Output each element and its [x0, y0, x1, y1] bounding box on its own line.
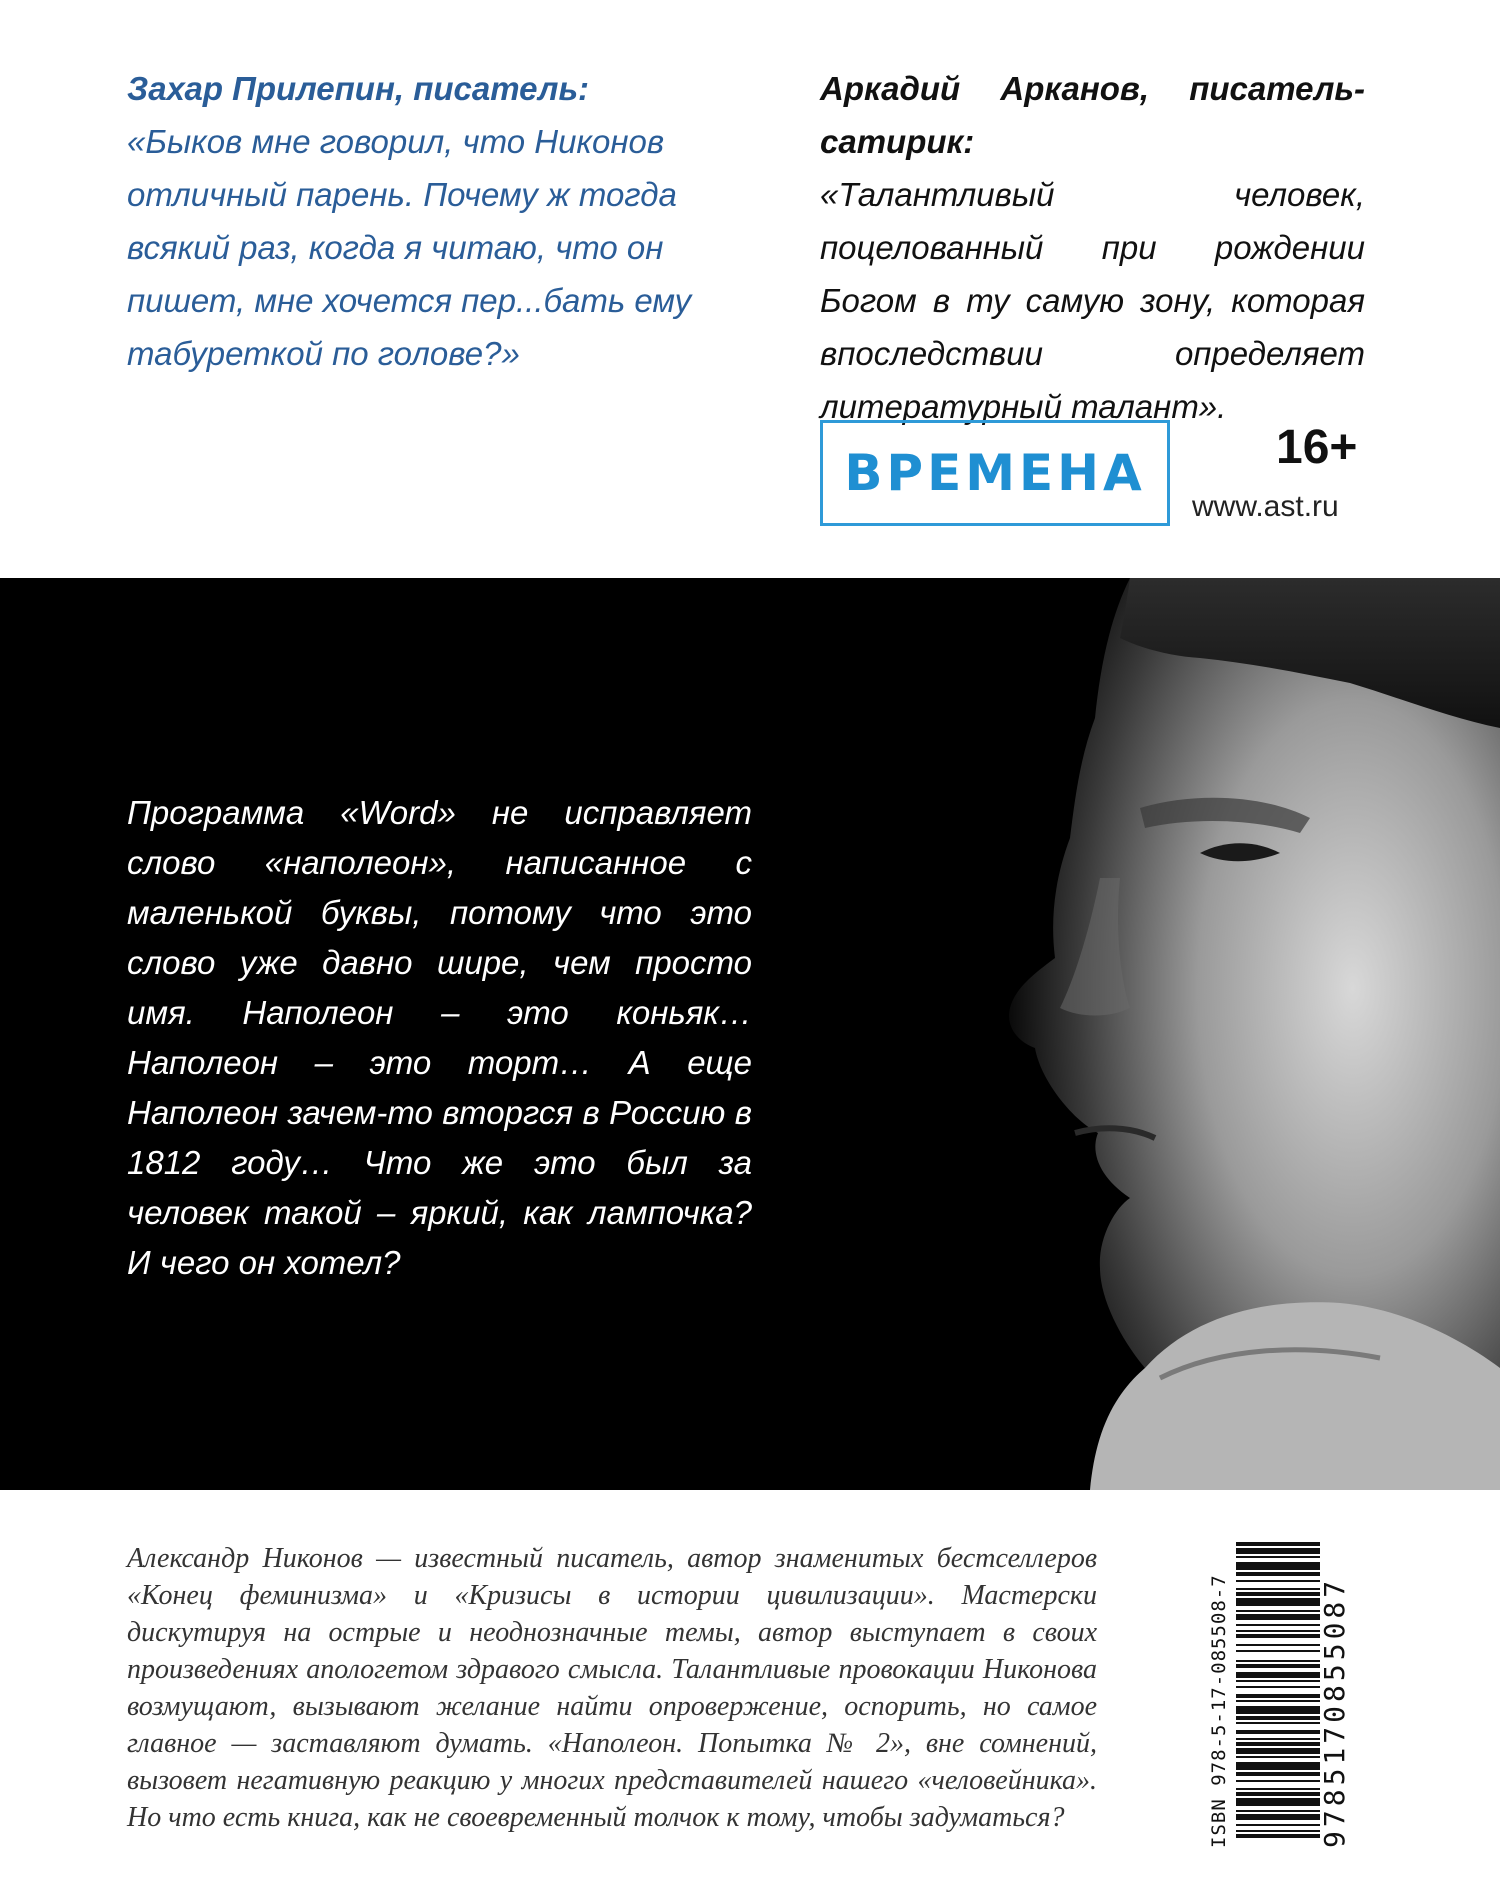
blurb-text: Программа «Word» не исправляет слово «наполеон», написанное с маленькой буквы, потому что это слово уже давно шире, чем просто имя. Наполеон – это коньяк… Наполеон – это торт… А еще Наполеон зачем-то вторгся в Россию в 1812 году… Что же это был за человек такой – яркий, как лампочка? И чего он хотел? [127, 794, 752, 1281]
quote-right [820, 62, 1365, 433]
barcode-stripe [1236, 1742, 1320, 1746]
barcode-stripe [1236, 1624, 1320, 1626]
barcode-bars [1236, 1538, 1320, 1848]
barcode-stripe [1236, 1772, 1320, 1776]
barcode-stripe [1236, 1722, 1320, 1724]
barcode-stripe [1236, 1548, 1320, 1554]
barcode-stripe [1236, 1588, 1320, 1590]
about-author-text: Александр Никонов — известный писатель, автор знаменитых бестселлеров «Конец феминизма» и «Кризисы в истории цивилизации». Мастерски дискутируя на острые и неоднозначные темы, автор выступает в своих произведениях апологетом здравого смысла. Талантливые провокации Никонова возмущают, вызывают желание найти опровержение, оспорить, но самое главное — заставляют думать. «Наполеон. Попытка № 2», вне сомнений, вызовет негативную реакцию у многих представителей нашего «человейника». Но что есть книга, как не своевременный толчок к тому, чтобы задуматься? [127, 1543, 1097, 1833]
quote-left-text: «Быков мне говорил, что Никонов отличный парень. Почему ж тогда всякий раз, когда я читаю, что он пишет, мне хочется пер...бать ему табуреткой по голове?» [127, 123, 692, 372]
barcode-stripe [1236, 1756, 1320, 1758]
barcode-stripe [1236, 1630, 1320, 1632]
barcode-stripe [1236, 1634, 1320, 1638]
barcode-stripe [1236, 1748, 1320, 1754]
publisher-website: www.ast.ru [1192, 490, 1339, 523]
barcode-stripe [1236, 1788, 1320, 1790]
barcode-stripe [1236, 1598, 1320, 1606]
barcode-stripe [1236, 1700, 1320, 1702]
barcode-stripe [1236, 1706, 1320, 1714]
barcode-stripe [1236, 1572, 1320, 1576]
barcode-stripe [1236, 1798, 1320, 1806]
barcode-stripe [1236, 1580, 1320, 1582]
age-rating: 16+ [1276, 421, 1358, 474]
barcode-stripe [1236, 1650, 1320, 1652]
barcode-stripe [1236, 1810, 1320, 1812]
barcode-stripe [1236, 1730, 1320, 1734]
barcode [1208, 1538, 1368, 1848]
barcode-stripe [1236, 1660, 1320, 1662]
barcode-stripe [1236, 1542, 1320, 1546]
quote-right-author: Аркадий Арканов, писатель-сатирик: [820, 70, 1365, 160]
barcode-stripe [1236, 1792, 1320, 1796]
barcode-stripe [1236, 1780, 1320, 1782]
barcode-stripe [1236, 1672, 1320, 1678]
barcode-stripe [1236, 1694, 1320, 1698]
isbn-label: ISBN 978-5-17-085508-7 [1208, 1574, 1230, 1848]
barcode-stripe [1236, 1610, 1320, 1612]
dark-panel [0, 578, 1500, 1490]
barcode-stripe [1236, 1834, 1320, 1838]
bottom-section [0, 1490, 1500, 1894]
barcode-stripe [1236, 1680, 1320, 1682]
barcode-stripe [1236, 1614, 1320, 1620]
quote-left-author: Захар Прилепин, писатель: [127, 70, 590, 107]
barcode-stripe [1236, 1762, 1320, 1770]
barcode-stripe [1236, 1716, 1320, 1720]
barcode-stripe [1236, 1556, 1320, 1558]
barcode-stripe [1236, 1644, 1320, 1646]
quote-left [127, 62, 752, 380]
barcode-stripe [1236, 1592, 1320, 1596]
barcode-stripe [1236, 1686, 1320, 1688]
series-logo [820, 420, 1170, 526]
barcode-stripe [1236, 1830, 1320, 1832]
quote-right-text: «Талантливый человек, поцелованный при рождении Богом в ту самую зону, которая впоследствии определяет литературный талант». [820, 176, 1365, 425]
ean-digits: 9785170855087 [1318, 1576, 1351, 1848]
barcode-stripe [1236, 1664, 1320, 1668]
series-logo-text: ВРЕМЕНА [844, 444, 1146, 502]
top-section [0, 0, 1500, 578]
barcode-stripe [1236, 1562, 1320, 1570]
barcode-stripe [1236, 1738, 1320, 1740]
barcode-stripe [1236, 1824, 1320, 1826]
barcode-stripe [1236, 1814, 1320, 1820]
author-portrait [980, 578, 1500, 1490]
